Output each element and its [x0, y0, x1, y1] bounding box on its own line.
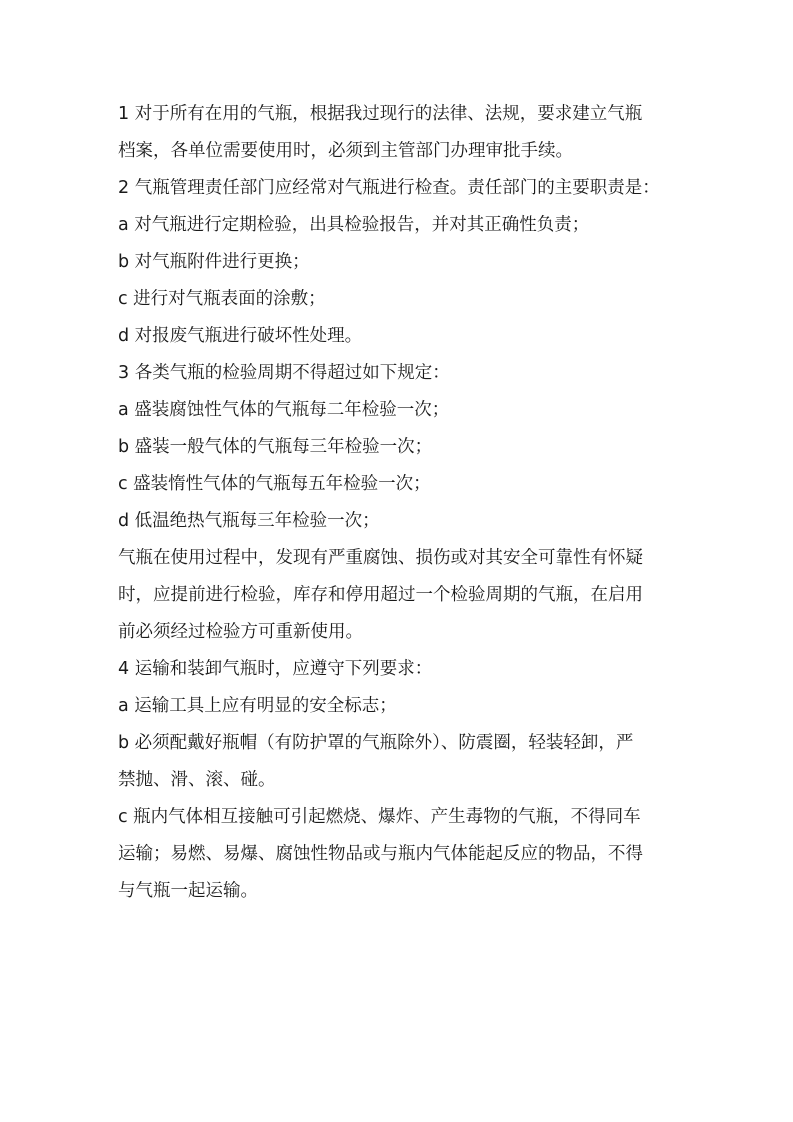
text-line: c 瓶内气体相互接触可引起燃烧、爆炸、产生毒物的气瓶，不得同车 — [118, 807, 641, 827]
paragraph-2c — [118, 281, 688, 318]
text-line: d 对报废气瓶进行破坏性处理。 — [118, 326, 363, 346]
text-line: 气瓶在使用过程中，发现有严重腐蚀、损伤或对其安全可靠性有怀疑 — [118, 548, 643, 568]
text-line: 禁抛、滑、滚、碰。 — [118, 770, 276, 790]
text-line: a 对气瓶进行定期检验，出具检验报告，并对其正确性负责； — [118, 215, 590, 235]
text-line: a 运输工具上应有明显的安全标志； — [118, 696, 397, 716]
text-line: c 进行对气瓶表面的涂敷； — [118, 289, 326, 309]
text-line: 档案，各单位需要使用时，必须到主管部门办理审批手续。 — [118, 141, 573, 161]
text-line: 运输；易燃、易爆、腐蚀性物品或与瓶内气体能起反应的物品，不得 — [118, 844, 643, 864]
paragraph-2b — [118, 244, 688, 281]
paragraph-4a — [118, 688, 688, 725]
paragraph-4c — [118, 799, 688, 910]
paragraph-2a — [118, 207, 688, 244]
text-line: b 盛装一般气体的气瓶每三年检验一次； — [118, 437, 433, 457]
paragraph-4 — [118, 651, 688, 688]
paragraph-3 — [118, 355, 688, 392]
paragraph-2 — [118, 170, 688, 207]
text-line: b 必须配戴好瓶帽（有防护罩的气瓶除外）、防震圈，轻装轻卸，严 — [118, 733, 634, 753]
document-page — [118, 96, 688, 910]
text-line: a 盛装腐蚀性气体的气瓶每二年检验一次； — [118, 400, 450, 420]
paragraph-3-note — [118, 540, 688, 651]
paragraph-3b — [118, 429, 688, 466]
text-line: 1 对于所有在用的气瓶，根据我过现行的法律、法规，要求建立气瓶 — [118, 104, 643, 124]
paragraph-3c — [118, 466, 688, 503]
text-line: 4 运输和装卸气瓶时，应遵守下列要求： — [118, 659, 433, 679]
text-line: 2 气瓶管理责任部门应经常对气瓶进行检查。责任部门的主要职责是： — [118, 178, 660, 198]
paragraph-4b — [118, 725, 688, 799]
text-line: d 低温绝热气瓶每三年检验一次； — [118, 511, 380, 531]
paragraph-2d — [118, 318, 688, 355]
text-line: b 对气瓶附件进行更换； — [118, 252, 310, 272]
text-line: 时，应提前进行检验，库存和停用超过一个检验周期的气瓶，在启用 — [118, 585, 643, 605]
text-line: 前必须经过检验方可重新使用。 — [118, 622, 363, 642]
text-line: 3 各类气瓶的检验周期不得超过如下规定： — [118, 363, 450, 383]
paragraph-3d — [118, 503, 688, 540]
text-line: c 盛装惰性气体的气瓶每五年检验一次； — [118, 474, 431, 494]
text-line: 与气瓶一起运输。 — [118, 881, 258, 901]
paragraph-1 — [118, 96, 688, 170]
paragraph-3a — [118, 392, 688, 429]
